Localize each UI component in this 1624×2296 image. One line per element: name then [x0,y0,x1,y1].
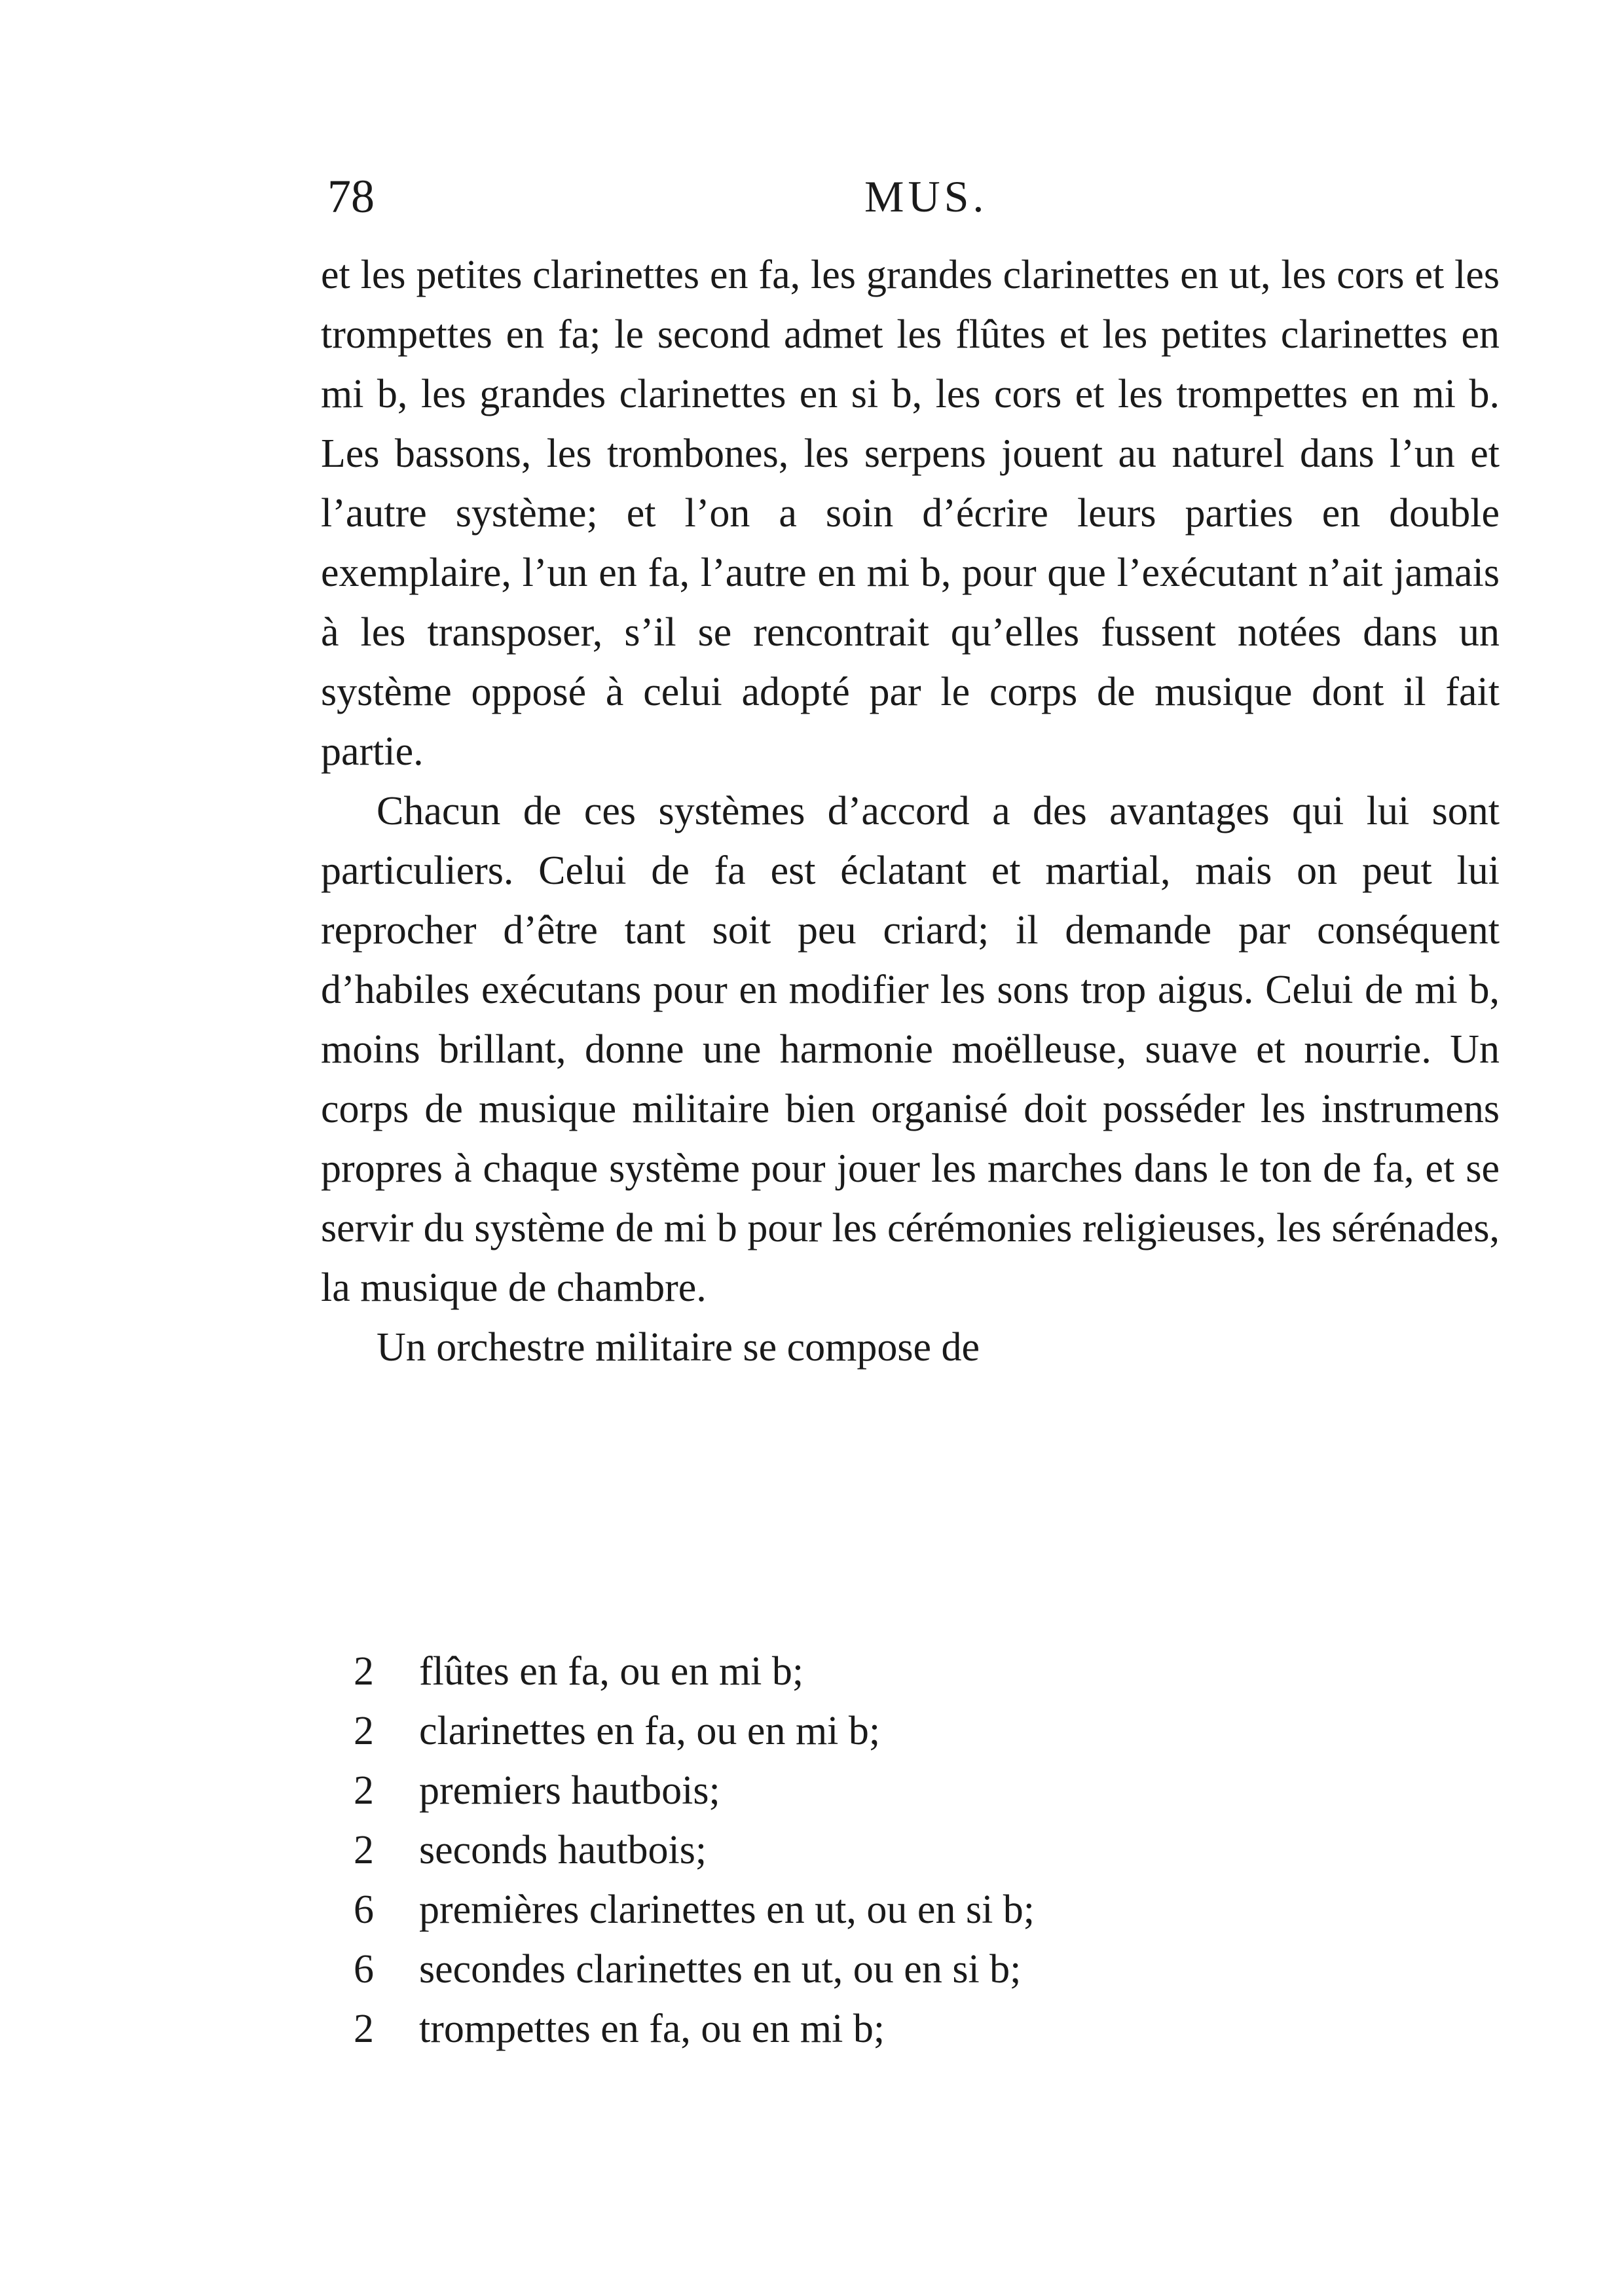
page-header [327,164,1500,236]
instrument-quantity: 6 [354,1887,374,1932]
instrument-quantity: 2 [354,1649,374,1694]
instrument-description: flûtes en fa, ou en mi b; [419,1649,804,1694]
instrument-description: clarinettes en fa, ou en mi b; [419,1709,881,1753]
running-head: MUS. [864,172,988,221]
instrument-description: premières clarinettes en ut, ou en si b; [419,1887,1035,1932]
paragraph-continuation: et les petites clarinettes en fa, les grandes clarinettes en ut, les cors et les trompettes en fa; le second admet les flûtes et les petites clarinettes en mi b, les grandes clarinettes en si b, les cors et les trompettes en mi b. Les bassons, les trombones, les serpens jouent au naturel dans l’un et l’autre système; et l’on a soin d’écrire leurs parties en double exemplaire, l’un en fa, l’autre en mi b, pour que l’exécutant n’ait jamais à les transposer, s’il se rencontrait qu’elles fussent notées dans un système opposé à celui adopté par le corps de musique dont il fait partie. [321,253,1500,774]
instrument-description: premiers hautbois; [419,1768,720,1813]
paragraph-orchestra-intro: Un orchestre militaire se compose de [377,1325,980,1370]
list-item [354,1821,1336,1880]
list-item [354,1702,1336,1761]
instrument-description: trompettes en fa, ou en mi b; [419,2007,885,2051]
instrument-quantity: 6 [354,1947,374,1992]
list-item [354,1940,1336,1999]
instrument-description: seconds hautbois; [419,1828,707,1872]
instrument-quantity: 2 [354,1828,374,1872]
page-number: 78 [327,170,375,223]
instrument-quantity: 2 [354,1768,374,1813]
instrument-quantity: 2 [354,1709,374,1753]
instrument-description: secondes clarinettes en ut, ou en si b; [419,1947,1022,1992]
paragraph-tuning-systems: Chacun de ces systèmes d’accord a des avantages qui lui sont particuliers. Celui de fa est éclatant et martial, mais on peut lui reprocher d’être tant soit peu criard; il demande par conséquent d’habiles exécutans pour en modifier les sons trop aigus. Celui de mi b, moins brillant, donne une harmonie moëlleuse, suave et nourrie. Un corps de musique militaire bien organisé doit posséder les instrumens propres à chaque système pour jouer les marches dans le ton de fa, et se servir du système de mi b pour les cérémonies religieuses, les sérénades, la musique de chambre. [321,789,1500,1310]
list-item [354,1642,1336,1702]
body-text [321,246,1500,1377]
list-item [354,1880,1336,1940]
instrument-list [354,1642,1336,2059]
list-item [354,1999,1336,2059]
instrument-quantity: 2 [354,2007,374,2051]
list-item [354,1761,1336,1821]
